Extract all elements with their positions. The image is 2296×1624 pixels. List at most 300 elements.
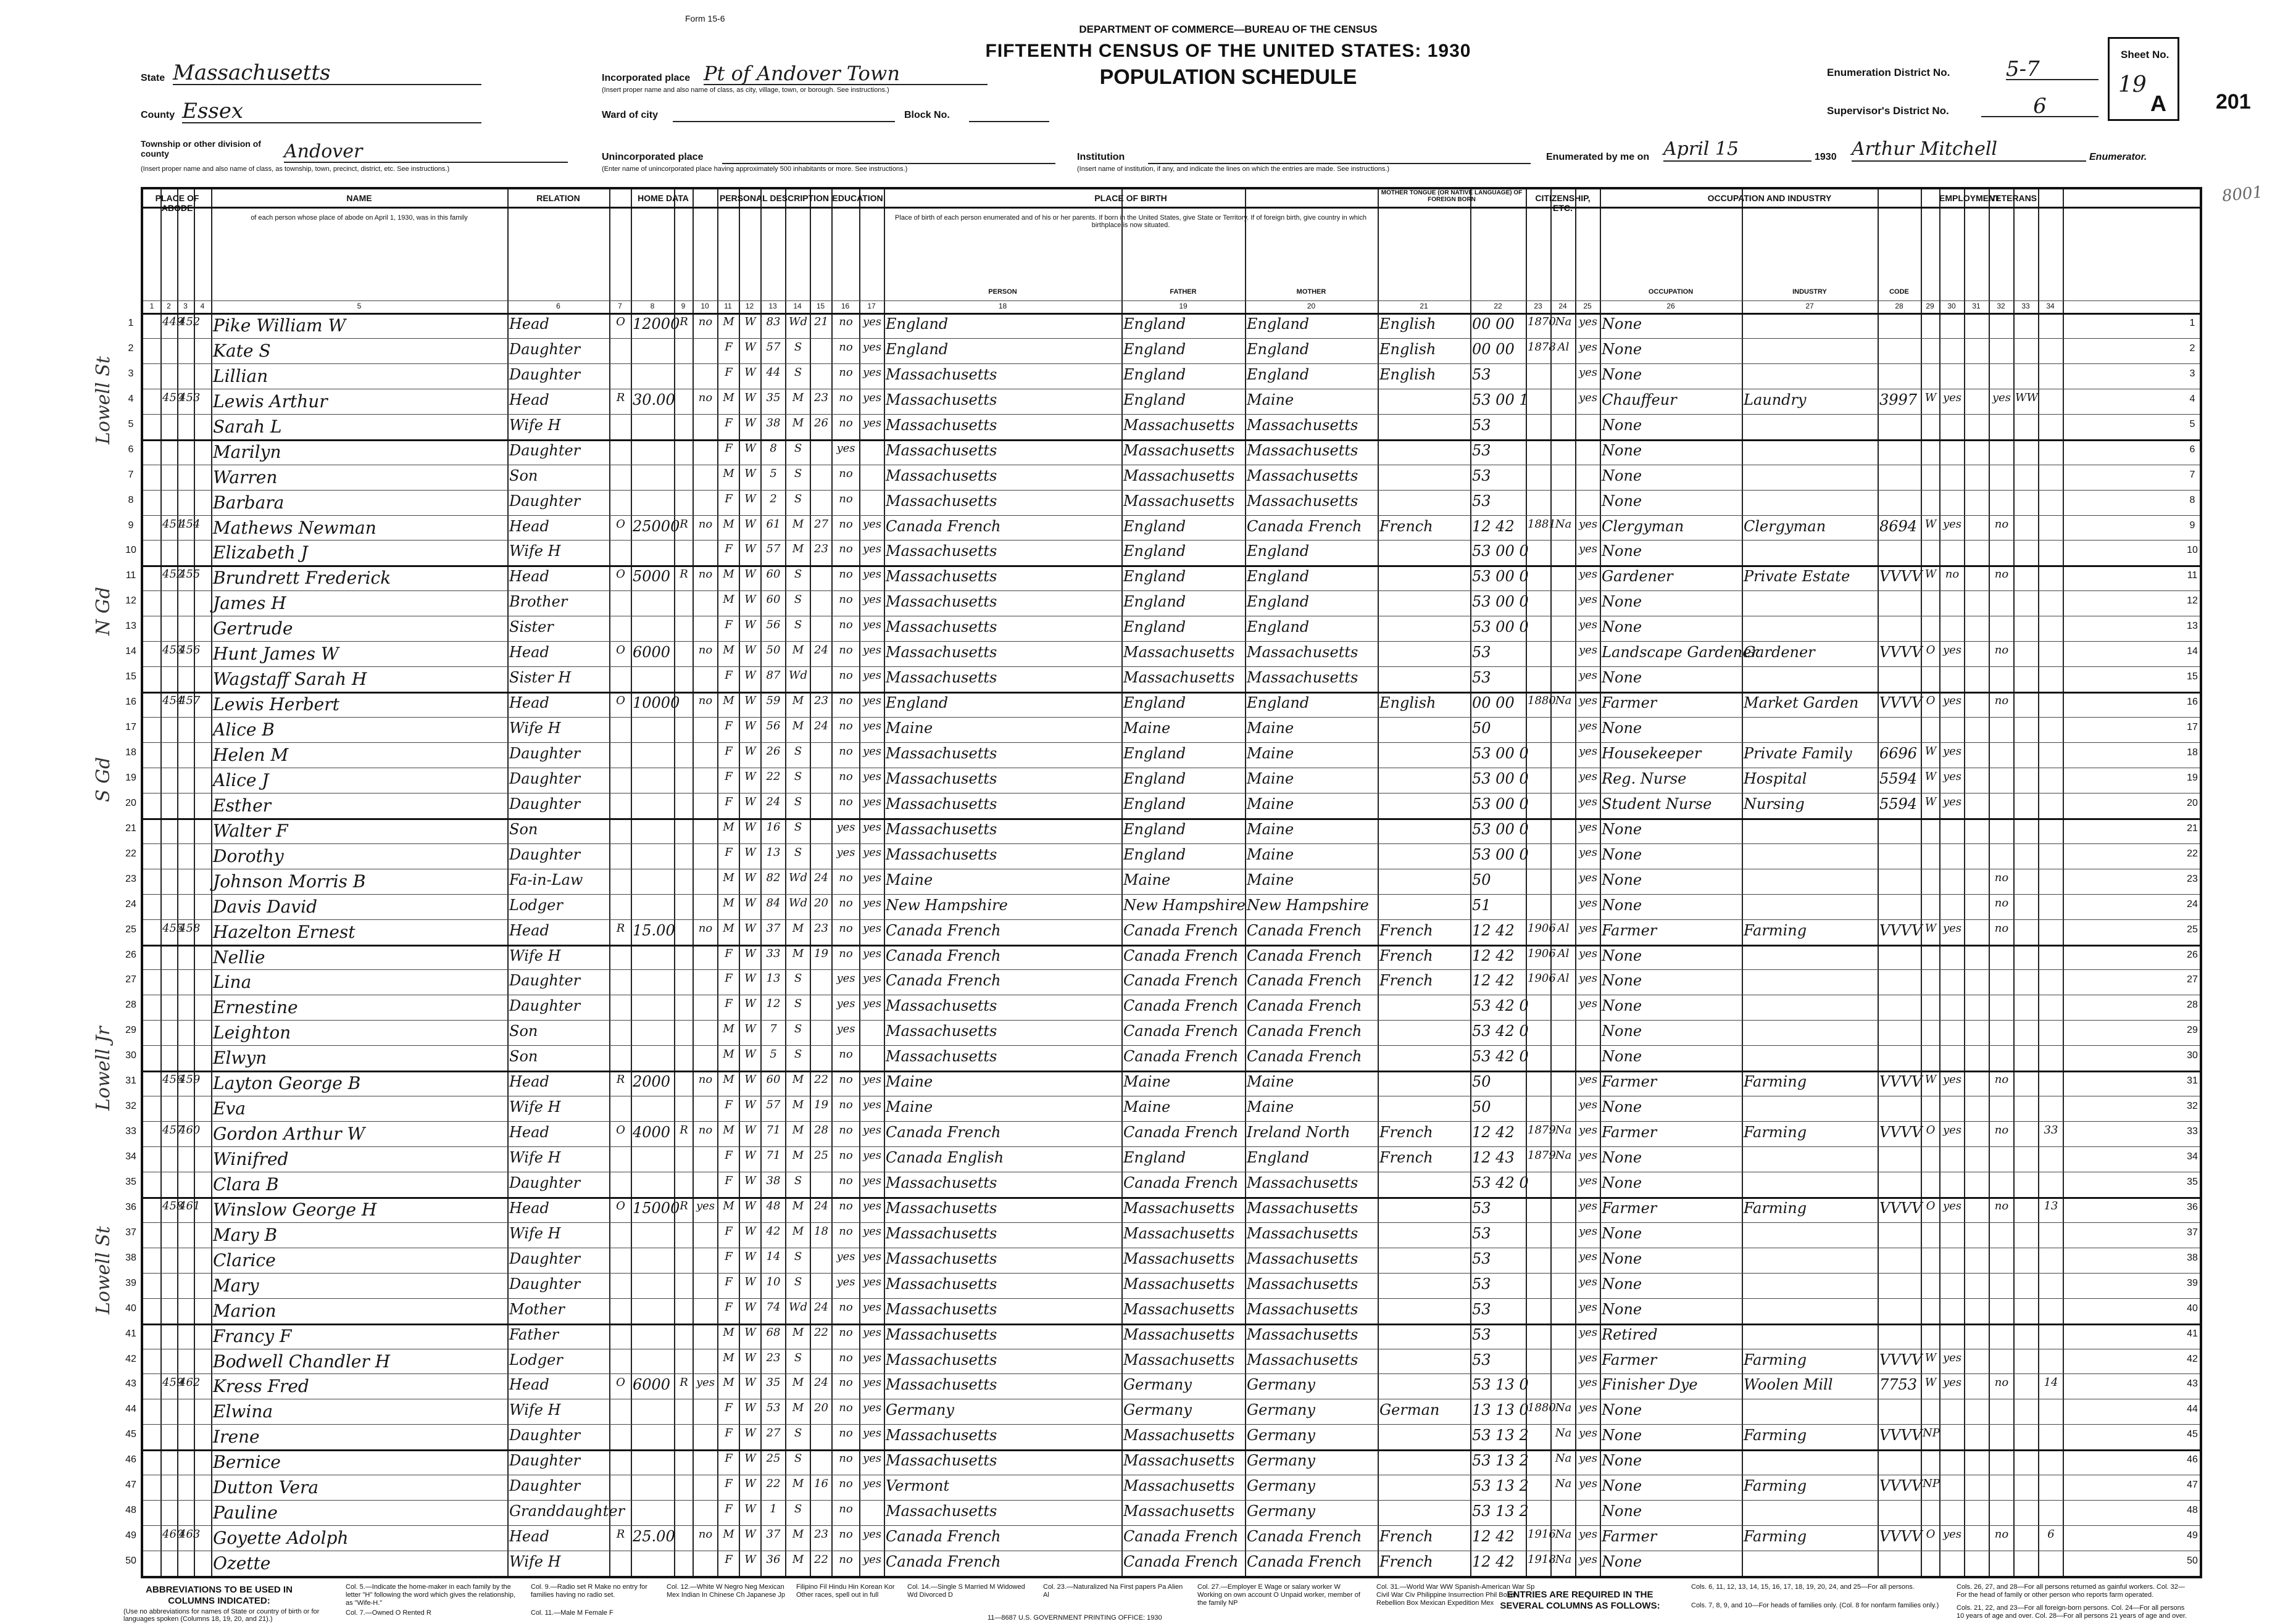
line-number: 19 [125,772,136,783]
cell-mar: M [792,1149,804,1162]
cell-farm: yes [696,1376,715,1390]
cell-rel: Wife H [509,1401,561,1419]
cell-mar: M [792,1124,804,1137]
cell-mpob: Massachusetts [1247,1249,1358,1267]
cell-occode: VVVV [1879,1124,1923,1141]
cell-eng: yes [1578,896,1598,909]
cell-mar: S [794,1351,802,1364]
cell-sch: no [839,1199,853,1212]
cell-code: 50 [1472,719,1491,737]
cell-vet: no [1994,921,2009,935]
line-number: 17 [2187,722,2198,733]
cell-mpob: Maine [1247,795,1294,813]
cell-code: 53 13 2 [1472,1477,1529,1495]
cell-name: Elwyn [213,1048,267,1069]
cell-pob: Canada French [886,921,1001,939]
cell-rw: yes [862,1477,882,1491]
cell-mpob: Maine [1247,719,1294,737]
cell-cw: NP [1923,1427,1940,1440]
cell-farm: no [698,315,713,328]
cell-occ: Farmer [1602,1124,1657,1141]
cell-sch: no [839,1502,853,1516]
cell-code: 53 [1472,1325,1491,1343]
cell-occode: 6696 [1879,744,1918,762]
cell-sch: no [839,921,853,935]
line-number: 9 [128,520,134,531]
cell-age: 13 [766,845,781,859]
cell-mar: Wd [788,871,808,884]
cell-rel: Lodger [509,1351,563,1369]
cell-rel: Head [509,644,549,661]
column-number: 5 [357,302,362,310]
cell-mpob: Germany [1247,1502,1315,1520]
row-rule [143,666,2200,667]
cell-tongue: French [1379,972,1433,990]
cell-farmsch: 6 [2047,1528,2055,1541]
cell-eng: yes [1578,1124,1598,1137]
cell-ind: Farming [1744,1427,1807,1444]
cell-occode: VVVV [1879,1073,1923,1091]
cell-occode: VVVV [1879,694,1923,712]
father-subheader: FATHER [1170,288,1197,296]
cell-emp: yes [1942,1351,1962,1364]
cell-occode: 5594 [1879,769,1918,787]
cell-val: 4000 [633,1124,671,1141]
line-number: 8 [128,494,134,505]
code-subheader: CODE [1889,288,1909,296]
cell-occ: None [1602,1477,1642,1495]
cell-code: 53 [1472,441,1491,459]
cell-tongue: French [1379,1149,1433,1167]
cell-age: 36 [766,1553,781,1567]
cell-rw: yes [862,1275,882,1288]
line-number: 1 [128,318,134,328]
line-number: 28 [2187,1000,2198,1011]
cell-eng: yes [1578,1452,1598,1465]
cell-nat: Na [1555,694,1572,708]
cell-mar: M [792,947,804,960]
cell-occ: None [1602,1224,1642,1242]
cell-sch: no [839,1073,853,1087]
incorporated-note: (Insert proper name and also name of class, as city, village, town, or borough. See instructions.) [602,86,889,94]
column-rule [1121,189,1123,1576]
cell-fpob: Massachusetts [1123,1351,1235,1369]
cell-race: W [744,972,756,985]
cell-fpob: Germany [1123,1401,1192,1419]
cell-code: 53 42 0 [1472,1174,1529,1191]
cell-eng: yes [1578,1098,1598,1112]
group-header: OCCUPATION AND INDUSTRY [1707,193,1832,203]
cell-cw: W [1924,921,1937,935]
column-number: 34 [2046,302,2055,310]
cell-mpob: Massachusetts [1247,669,1358,687]
row-rule [143,1045,2200,1046]
cell-fam: 454 [179,517,201,531]
column-rule [810,189,811,1576]
cell-occ: None [1602,1098,1642,1116]
cell-own: O [616,1376,625,1390]
cell-rel: Son [509,1048,538,1066]
cell-race: W [744,1174,756,1187]
column-number: 26 [1666,302,1675,310]
line-number: 28 [125,1000,136,1011]
cell-own: R [616,1073,625,1087]
cell-sch: no [839,669,853,682]
column-number: 33 [2021,302,2030,310]
cell-name: Sarah L [213,416,282,437]
column-rule [1470,189,1471,1576]
cell-vet: no [1994,1528,2009,1541]
cell-cw: O [1926,694,1936,708]
cell-rel: Daughter [509,492,581,510]
cell-age: 27 [766,1427,781,1440]
cell-mpob: Germany [1247,1401,1315,1419]
line-number: 18 [125,747,136,758]
cell-mar: M [792,694,804,708]
cell-pob: Massachusetts [886,1249,997,1267]
cell-age: 2 [770,492,777,505]
occupation-subheader: OCCUPATION [1648,288,1694,296]
row-rule [143,742,2200,743]
cell-eng: yes [1578,542,1598,556]
enumerator-label: Enumerator. [2089,152,2147,162]
cell-age: 5 [770,466,777,480]
cell-sch: no [839,1553,853,1567]
row-rule [143,1222,2200,1223]
cell-mar: S [794,492,802,505]
page-stamp: 201 [2216,90,2251,114]
cell-rw: yes [862,644,882,657]
cell-tongue: French [1379,1124,1433,1141]
cell-radio: R [680,1124,688,1137]
row-rule [143,490,2200,491]
cell-imm: 1906 [1528,921,1556,935]
cell-mpob: Massachusetts [1247,1325,1358,1343]
cell-eng: yes [1578,644,1598,657]
cell-occ: None [1602,947,1642,964]
line-number: 42 [2187,1353,2198,1364]
cell-sex: F [725,795,733,808]
cell-mpob: New Hampshire [1247,896,1369,914]
cell-race: W [744,1249,756,1263]
line-number: 21 [125,822,136,834]
cell-pob: Massachusetts [886,1199,997,1217]
cell-occode: VVVV [1879,1528,1923,1546]
cell-code: 00 00 [1472,340,1515,358]
cell-sch: no [839,1528,853,1541]
cell-cw: O [1926,1124,1936,1137]
line-number: 13 [2187,621,2198,632]
column-rule [884,189,885,1576]
cell-name: Dorothy [213,845,284,866]
supervisor-value: 6 [1981,94,2098,117]
cell-fpob: England [1123,340,1186,358]
line-number: 7 [128,469,134,480]
cell-mpob: England [1247,340,1310,358]
column-rule [631,189,632,1576]
cell-ind: Farming [1744,1073,1807,1091]
cell-code: 53 [1472,365,1491,383]
cell-occode: 7753 [1879,1376,1918,1394]
cell-pob: Massachusetts [886,669,997,687]
cell-age: 60 [766,1073,781,1087]
cell-occ: None [1602,542,1642,560]
cell-radio: R [680,315,688,328]
cell-rw: yes [862,795,882,808]
cell-fpob: Massachusetts [1123,1224,1235,1242]
cell-age: 26 [766,744,781,758]
cell-pob: Canada French [886,1553,1001,1571]
body-top-rule [143,313,2200,315]
cell-occ: Clergyman [1602,517,1684,535]
cell-mar: M [792,1477,804,1491]
column-number: 31 [1972,302,1981,310]
cell-eng: yes [1578,1427,1598,1440]
column-number: 23 [1534,302,1542,310]
township-value: Andover [284,141,568,163]
cell-age: 10 [766,1275,781,1288]
cell-fpob: England [1123,820,1186,838]
cell-race: W [744,315,756,328]
cell-sch: no [839,795,853,808]
line-number: 46 [125,1454,136,1465]
column-number: 11 [724,302,732,310]
cell-race: W [744,391,756,404]
cell-age: 57 [766,340,781,354]
margin-annotation: Lowell Jr [93,1026,114,1111]
cell-val: 15.00 [633,921,675,939]
block-line [969,120,1049,122]
group-header: NAME [346,193,372,203]
line-number: 20 [2187,797,2198,808]
cell-occ: None [1602,1502,1642,1520]
cell-mar: S [794,997,802,1011]
cell-rw: yes [862,618,882,632]
cell-age: 22 [766,1477,781,1491]
cell-code: 53 13 2 [1472,1502,1529,1520]
cell-sch: no [839,365,853,379]
row-rule [143,843,2200,844]
cell-mpob: Ireland North [1247,1124,1350,1141]
cell-mpob: England [1247,1149,1310,1167]
footer-req3: Cols. 26, 27, and 28—For all persons returned as gainful workers. Col. 32—For the head of family or other person who reports farm operated. [1957,1583,2185,1599]
cell-rw: yes [862,1325,882,1339]
cell-ind: Nursing [1744,795,1805,813]
cell-nat: Al [1557,972,1570,985]
footer-col5: Col. 5.—Indicate the home-maker in each family by the letter "H" following the word which gives the relationship, as "Wife-H." [346,1583,515,1607]
cell-name: Gordon Arthur W [213,1124,365,1145]
cell-own: O [616,644,625,657]
cell-name: Ernestine [213,997,298,1018]
cell-race: W [744,1022,756,1036]
cell-rel: Brother [509,593,568,611]
cell-fm: 19 [814,947,828,960]
cell-ind: Gardener [1744,644,1815,661]
cell-rw: yes [862,921,882,935]
cell-name: Francy F [213,1325,292,1346]
line-number: 29 [2187,1025,2198,1036]
cell-vet: no [1994,1376,2009,1390]
cell-ind: Private Estate [1744,568,1850,586]
cell-name: Winifred [213,1149,289,1170]
cell-occ: None [1602,719,1642,737]
column-number: 12 [745,302,754,310]
cell-name: Irene [213,1427,260,1448]
cell-sex: F [725,1174,733,1187]
enumerator-name: Arthur Mitchell [1852,138,2086,162]
cell-race: W [744,644,756,657]
cell-fam: 458 [179,921,201,935]
cell-mpob: Germany [1247,1376,1315,1394]
cell-occode: VVVV [1879,644,1923,661]
cell-fm: 24 [814,1300,828,1314]
column-rule [2013,189,2015,1576]
line-number: 21 [2187,822,2198,834]
cell-ind: Laundry [1744,391,1807,408]
cell-mpob: Canada French [1247,997,1362,1015]
cell-sex: F [725,1427,733,1440]
column-rule [693,189,694,1576]
line-number: 3 [128,368,134,379]
cell-occ: Finisher Dye [1602,1376,1698,1394]
cell-nat: Al [1557,947,1570,960]
cell-code: 50 [1472,1073,1491,1091]
cell-fpob: Maine [1123,1073,1171,1091]
cell-occ: Housekeeper [1602,744,1702,762]
row-rule [143,1449,2200,1451]
row-rule [143,969,2200,970]
cell-pob: Canada French [886,972,1001,990]
township-note: (Insert proper name and also name of class, as township, town, precinct, district, etc. See instructions.) [141,165,450,173]
cell-farm: no [698,568,713,581]
line-number: 33 [125,1126,136,1137]
cell-val: 10000 [633,694,680,712]
cell-eng: yes [1578,1376,1598,1390]
cell-pob: Massachusetts [886,845,997,863]
cell-age: 13 [766,972,781,985]
cell-pob: Massachusetts [886,466,997,484]
cell-mpob: Maine [1247,1073,1294,1091]
cell-sch: yes [836,820,855,834]
corner-note: 8001 [2221,183,2264,206]
cell-sex: M [723,466,734,480]
cell-tongue: German [1379,1401,1440,1419]
cell-sch: no [839,1351,853,1364]
cell-mar: S [794,769,802,783]
column-rule [609,189,610,1576]
cell-rw: yes [862,972,882,985]
cell-rw: yes [862,1427,882,1440]
line-number: 22 [2187,848,2198,859]
cell-age: 23 [766,1351,781,1364]
cell-rel: Head [509,694,549,712]
cell-fpob: England [1123,769,1186,787]
cell-fam: 463 [179,1528,201,1541]
cell-code: 53 [1472,416,1491,434]
line-number: 41 [125,1328,136,1339]
cell-occ: None [1602,492,1642,510]
cell-emp: yes [1942,1376,1962,1390]
ward-label: Ward of city [602,110,658,120]
row-rule [143,1424,2200,1425]
cell-mpob: Canada French [1247,517,1362,535]
column-number: 17 [867,302,876,310]
column-number: 24 [1558,302,1567,310]
line-number: 27 [125,974,136,985]
column-rule [760,189,762,1576]
cell-mar: S [794,618,802,632]
row-rule [143,1373,2200,1374]
line-number: 31 [125,1075,136,1087]
cell-fam: 459 [179,1073,201,1087]
cell-sex: M [723,1073,734,1087]
cell-tongue: French [1379,1553,1433,1571]
cell-fpob: Maine [1123,1098,1171,1116]
cell-rw: yes [862,871,882,884]
cell-sex: M [723,391,734,404]
cell-race: W [744,1275,756,1288]
column-number: 8 [650,302,655,310]
cell-mar: S [794,972,802,985]
column-number: 22 [1494,302,1502,310]
cell-rel: Daughter [509,1427,581,1444]
cell-mar: M [792,1224,804,1238]
cell-rel: Wife H [509,719,561,737]
cell-race: W [744,820,756,834]
cell-ind: Hospital [1744,769,1807,787]
row-rule [143,1273,2200,1274]
cell-mar: S [794,340,802,354]
line-number: 8 [2189,494,2195,505]
cell-name: Marion [213,1300,277,1321]
cell-rw: yes [862,315,882,328]
cell-pob: Massachusetts [886,391,997,408]
cell-rel: Son [509,1022,538,1040]
column-number: 27 [1805,302,1814,310]
line-number: 36 [125,1201,136,1212]
cell-mpob: England [1247,618,1310,636]
cell-cw: W [1924,517,1937,531]
cell-fpob: Canada French [1123,1174,1239,1191]
cell-ind: Market Garden [1744,694,1859,712]
cell-fpob: Massachusetts [1123,416,1235,434]
cell-rel: Head [509,1528,549,1546]
cell-pob: Maine [886,1098,933,1116]
margin-annotation: N Gd [93,587,114,636]
line-number: 36 [2187,1201,2198,1212]
column-rule [859,189,860,1576]
cell-sch: no [839,1477,853,1491]
cell-fpob: England [1123,795,1186,813]
cell-eng: yes [1578,1224,1598,1238]
cell-pob: Massachusetts [886,1275,997,1293]
line-number: 43 [2187,1378,2198,1390]
cell-age: 68 [766,1325,781,1339]
cell-race: W [744,1048,756,1061]
cell-pob: Massachusetts [886,593,997,611]
column-rule [831,189,833,1576]
cell-name: Mary [213,1275,259,1296]
cell-pob: Massachusetts [886,795,997,813]
cell-age: 83 [766,315,781,328]
cell-mpob: Germany [1247,1452,1315,1470]
cell-mar: S [794,744,802,758]
cell-pob: England [886,694,949,712]
cell-code: 53 00 0 [1472,542,1529,560]
row-rule [143,919,2200,920]
line-number: 14 [2187,646,2198,657]
cell-name: Kate S [213,340,271,361]
